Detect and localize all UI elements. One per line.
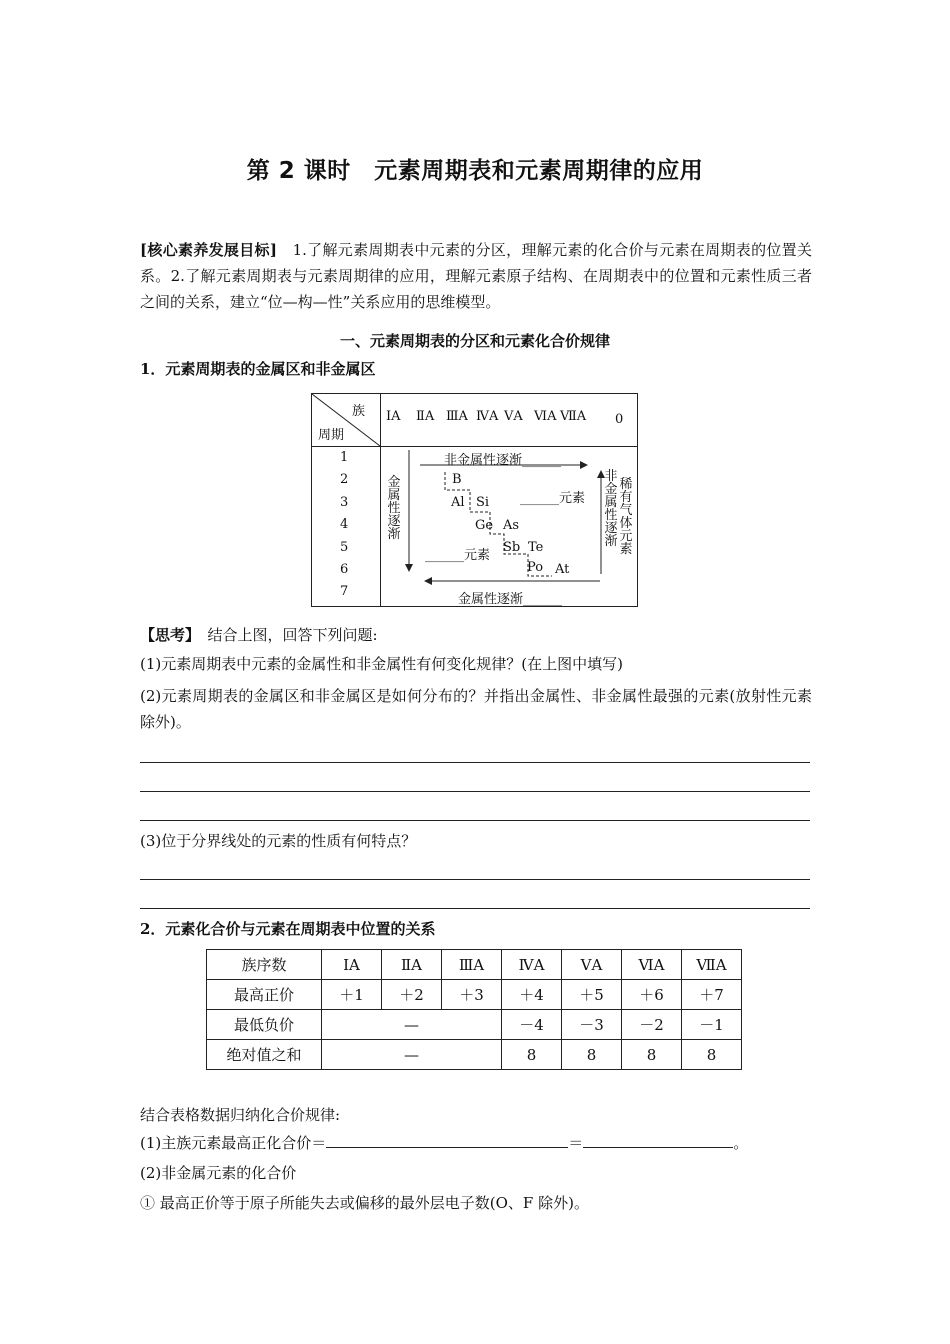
table-cell: ＋7	[682, 980, 742, 1010]
table-cell: －3	[562, 1010, 622, 1040]
periodic-region-diagram	[311, 393, 638, 607]
table-cell: 8	[682, 1040, 742, 1070]
rule-1	[140, 1130, 812, 1156]
group-header-5: ⅤA	[504, 409, 523, 424]
table-cell: －4	[502, 1010, 562, 1040]
nonmetal-region-label: ______元素	[520, 491, 586, 506]
table-cell: －1	[682, 1010, 742, 1040]
fill-blank[interactable]	[326, 1133, 568, 1148]
think-intro	[140, 622, 812, 648]
question-1: (1)元素周期表中元素的金属性和非金属性有何变化规律？(在上图中填写)	[140, 655, 623, 673]
period-4: 4	[340, 517, 349, 532]
answer-line[interactable]	[140, 908, 810, 909]
table-cell: ＋2	[382, 980, 442, 1010]
top-arrow-label: 非金属性逐渐______	[444, 453, 562, 468]
answer-line[interactable]	[140, 879, 810, 880]
subheading-1: 1．元素周期表的金属区和非金属区	[140, 360, 376, 378]
question-2: (2)元素周期表的金属区和非金属区是如何分布的？并指出金属性、非金属性最强的元素(放射性元素除外)。	[140, 687, 812, 731]
element-al: Al	[451, 495, 465, 510]
table-row	[207, 980, 742, 1010]
think-label: 【思考】	[140, 626, 193, 644]
table-header-cell: ⅢA	[442, 950, 502, 980]
period-label: 周期	[318, 428, 345, 443]
rules-intro: 结合表格数据归纳化合价规律:	[140, 1106, 341, 1124]
section-heading-1: 一、元素周期表的分区和元素化合价规律	[339, 332, 610, 350]
rule-1-equals: ＝	[568, 1134, 584, 1152]
rule-1-text: (1)主族元素最高正化合价＝	[140, 1134, 327, 1152]
group-header-6: ⅥA	[534, 409, 557, 424]
element-sb: Sb	[503, 540, 521, 555]
think-intro-text: 结合上图，回答下列问题:	[207, 626, 378, 644]
subheading-2: 2．元素化合价与元素在周期表中位置的关系	[140, 920, 436, 938]
period-7: 7	[340, 584, 349, 599]
table-row	[207, 1010, 742, 1040]
group-header-2: ⅡA	[416, 409, 435, 424]
group-header-3: ⅢA	[446, 409, 468, 424]
table-cell: ＋5	[562, 980, 622, 1010]
table-header-cell: ⅣA	[502, 950, 562, 980]
group-header-0: 0	[615, 412, 624, 427]
fill-blank[interactable]	[583, 1133, 733, 1148]
rule-2: (2)非金属元素的化合价	[140, 1164, 297, 1182]
row-label: 绝对值之和	[207, 1040, 322, 1070]
table-cell: －2	[622, 1010, 682, 1040]
table-row	[207, 950, 742, 980]
answer-line[interactable]	[140, 762, 810, 763]
element-ge: Ge	[475, 518, 494, 533]
table-cell: 8	[502, 1040, 562, 1070]
period-3: 3	[340, 495, 349, 510]
period-6: 6	[340, 562, 349, 577]
question-3: (3)位于分界线处的元素的性质有何特点？	[140, 832, 417, 850]
table-cell: —	[322, 1040, 502, 1070]
group-label: 族	[352, 404, 366, 419]
rule-3: ① 最高正价等于原子所能失去或偏移的最外层电子数(O、F 除外)。	[140, 1194, 589, 1212]
group-header-7: ⅦA	[560, 409, 587, 424]
metal-region-label: ______元素	[425, 548, 491, 563]
group-header-1: ⅠA	[386, 409, 401, 424]
answer-line[interactable]	[140, 791, 810, 792]
table-row	[207, 1040, 742, 1070]
answer-line[interactable]	[140, 820, 810, 821]
bottom-arrow-label: 金属性逐渐______	[458, 592, 563, 607]
valence-table	[206, 949, 742, 1070]
period-1: 1	[340, 450, 349, 465]
element-as: As	[503, 518, 520, 533]
period-2: 2	[340, 472, 349, 487]
core-goals-label: [核心素养发展目标]	[140, 241, 277, 259]
table-cell: ＋6	[622, 980, 682, 1010]
group-header-4: ⅣA	[476, 409, 499, 424]
period-5: 5	[340, 540, 349, 555]
page-title: 第 2 课时 元素周期表和元素周期律的应用	[246, 158, 704, 184]
row-label: 最低负价	[207, 1010, 322, 1040]
core-goals	[140, 237, 812, 315]
table-header-cell: ⅦA	[682, 950, 742, 980]
table-header-cell: 族序数	[207, 950, 322, 980]
table-header-cell: ⅡA	[382, 950, 442, 980]
noble-gas-label: 稀有气体元素	[619, 477, 633, 557]
left-arrow-label: 金属性逐渐	[387, 475, 401, 542]
table-cell: ＋1	[322, 980, 382, 1010]
table-cell: ＋3	[442, 980, 502, 1010]
row-label: 最高正价	[207, 980, 322, 1010]
table-cell: ＋4	[502, 980, 562, 1010]
table-cell: 8	[622, 1040, 682, 1070]
table-cell: 8	[562, 1040, 622, 1070]
table-header-cell: ⅠA	[322, 950, 382, 980]
element-po: Po	[527, 560, 544, 575]
element-at: At	[555, 562, 570, 577]
element-si: Si	[476, 495, 490, 510]
element-b: B	[452, 472, 462, 487]
core-goals-text: 1.了解元素周期表中元素的分区，理解元素的化合价与元素在周期表的位置关系。2.了解元素周期表与元素周期律的应用，理解元素原子结构、在周期表中的位置和元素性质三者之间的关系，建立“位—构—性”关系应用的思维模型。	[140, 241, 812, 311]
right-arrow-label: 非金属性逐渐	[604, 469, 618, 549]
table-cell: —	[322, 1010, 502, 1040]
element-te: Te	[528, 540, 544, 555]
table-header-cell: ⅥA	[622, 950, 682, 980]
table-header-cell: ⅤA	[562, 950, 622, 980]
rule-1-end: 。	[733, 1134, 749, 1152]
